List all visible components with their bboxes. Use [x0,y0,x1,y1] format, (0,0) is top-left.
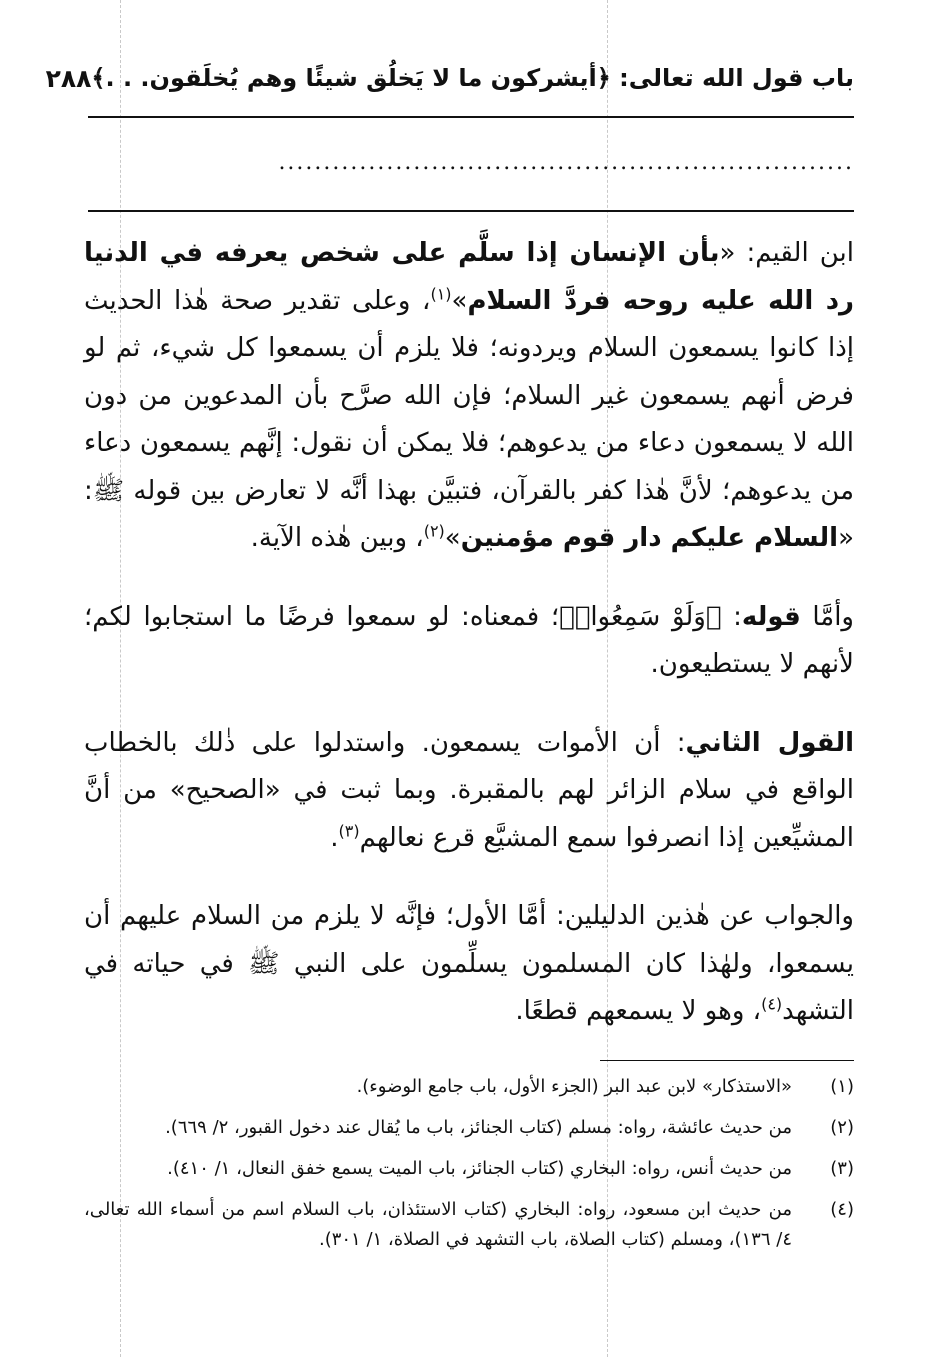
section-rule [88,210,854,212]
text-span: ، وهو لا يسمعهم قطعًا. [515,996,762,1026]
omission-dots: ................................................................ [278,150,854,175]
footnote-ref[interactable]: (١) [430,283,452,303]
text-span: ، وعلى تقدير صحة هٰذا الحديث إذا كانوا يسمعون السلام ويردونه؛ فلا يلزم أن يسمعوا كل شيء، ثم لو فرض أنهم يسمعون غير السلام؛ فإن الله صرَّح بأن المدعوين من دون الله لا يسمعون دعاء من يدعوهم؛ فلا يمكن أن نقول: إنَّهم يسمعون دعاء من يدعوهم؛ لأنَّ هٰذا كفر بالقرآن، فتبيَّن بهذا أنَّه لا تعارض بين قوله ﷺ: « [84,285,854,553]
footnote-text: من حديث عائشة، رواه: مسلم (كتاب الجنائز، باب ما يُقال عند دخول القبور، ٢/ ٦٦٩). [165,1117,792,1138]
text-span: . [330,822,339,853]
text-span: ابن القيم: « [719,238,854,268]
footnote-number: (١) [830,1076,854,1097]
text-span: ، وبين هٰذه الآية. [250,523,424,553]
term-bold: قوله [741,601,801,632]
footnote [84,1113,854,1143]
text-span: : ﴿وَلَوْ سَمِعُوا۟﴾؛ فمعناه: لو سمعوا فرضًا ما استجابوا لكم؛ لأنهم لا يستطيعون. [84,601,854,679]
hadith-quote: بأن الإنسان إذا سلَّم على شخص يعرفه في الدنيا رد الله عليه روحه فردَّ السلام [84,238,854,316]
footnote-ref[interactable]: (٤) [761,994,783,1014]
main-text [84,230,854,1067]
text-span: وأمَّا [800,601,854,632]
paragraph-1 [84,230,854,563]
term-bold: القول الثاني [685,727,855,758]
footnote-ref[interactable]: (٢) [423,521,445,541]
chapter-title: باب قول الله تعالى: ﴿أيشركون ما لا يَخلُق شيئًا وهم يُخلَقون. . .﴾ [91,64,854,92]
footnote-rule [600,1060,854,1061]
paragraph-2 [84,594,854,689]
hadith-quote: السلام عليكم دار قوم مؤمنين [460,523,839,553]
paragraph-4 [84,893,854,1036]
footnote-number: (٤) [830,1199,854,1220]
text-span: » [451,285,468,316]
footnote [84,1195,854,1255]
header-rule [88,116,854,118]
footnote [84,1072,854,1102]
text-span: » [444,523,461,553]
footnote-text: من حديث أنس، رواه: البخاري (كتاب الجنائز، باب الميت يسمع خفق النعال، ١/ ٤١٠). [167,1158,792,1179]
footnote [84,1154,854,1184]
footnote-number: (٣) [830,1158,854,1179]
text-span: والجواب عن هٰذين الدليلين: أمَّا الأول؛ فإنَّه لا يلزم من السلام عليهم أن يسمعوا، ولهٰذا كان المسلمون يسلِّمون على النبي ﷺ في حياته في التشهد [84,901,854,1026]
footnote-number: (٢) [830,1117,854,1138]
footnote-text: من حديث ابن مسعود، رواه: البخاري (كتاب الاستئذان، باب السلام اسم من أسماء الله تعالى، ٤/ ١٣٦)، ومسلم (كتاب الصلاة، باب التشهد في الصلاة، ١/ ٣٠١). [84,1199,792,1250]
page-number: ٢٨٨ [45,63,92,93]
footnote-text: «الاستذكار» لابن عبد البر (الجزء الأول، باب جامع الوضوء). [356,1076,792,1097]
footnotes [84,1072,854,1266]
paragraph-3 [84,720,854,863]
running-header [45,56,854,100]
footnote-ref[interactable]: (٣) [338,820,360,840]
text-span: : أن الأموات يسمعون. واستدلوا على ذٰلك بالخطاب الواقع في سلام الزائر لهم بالمقبرة. وبما ثبت في «الصحيح» من أنَّ المشيِّعين إذا انصرفوا سمع المشيَّع قرع نعالهم [84,727,854,853]
